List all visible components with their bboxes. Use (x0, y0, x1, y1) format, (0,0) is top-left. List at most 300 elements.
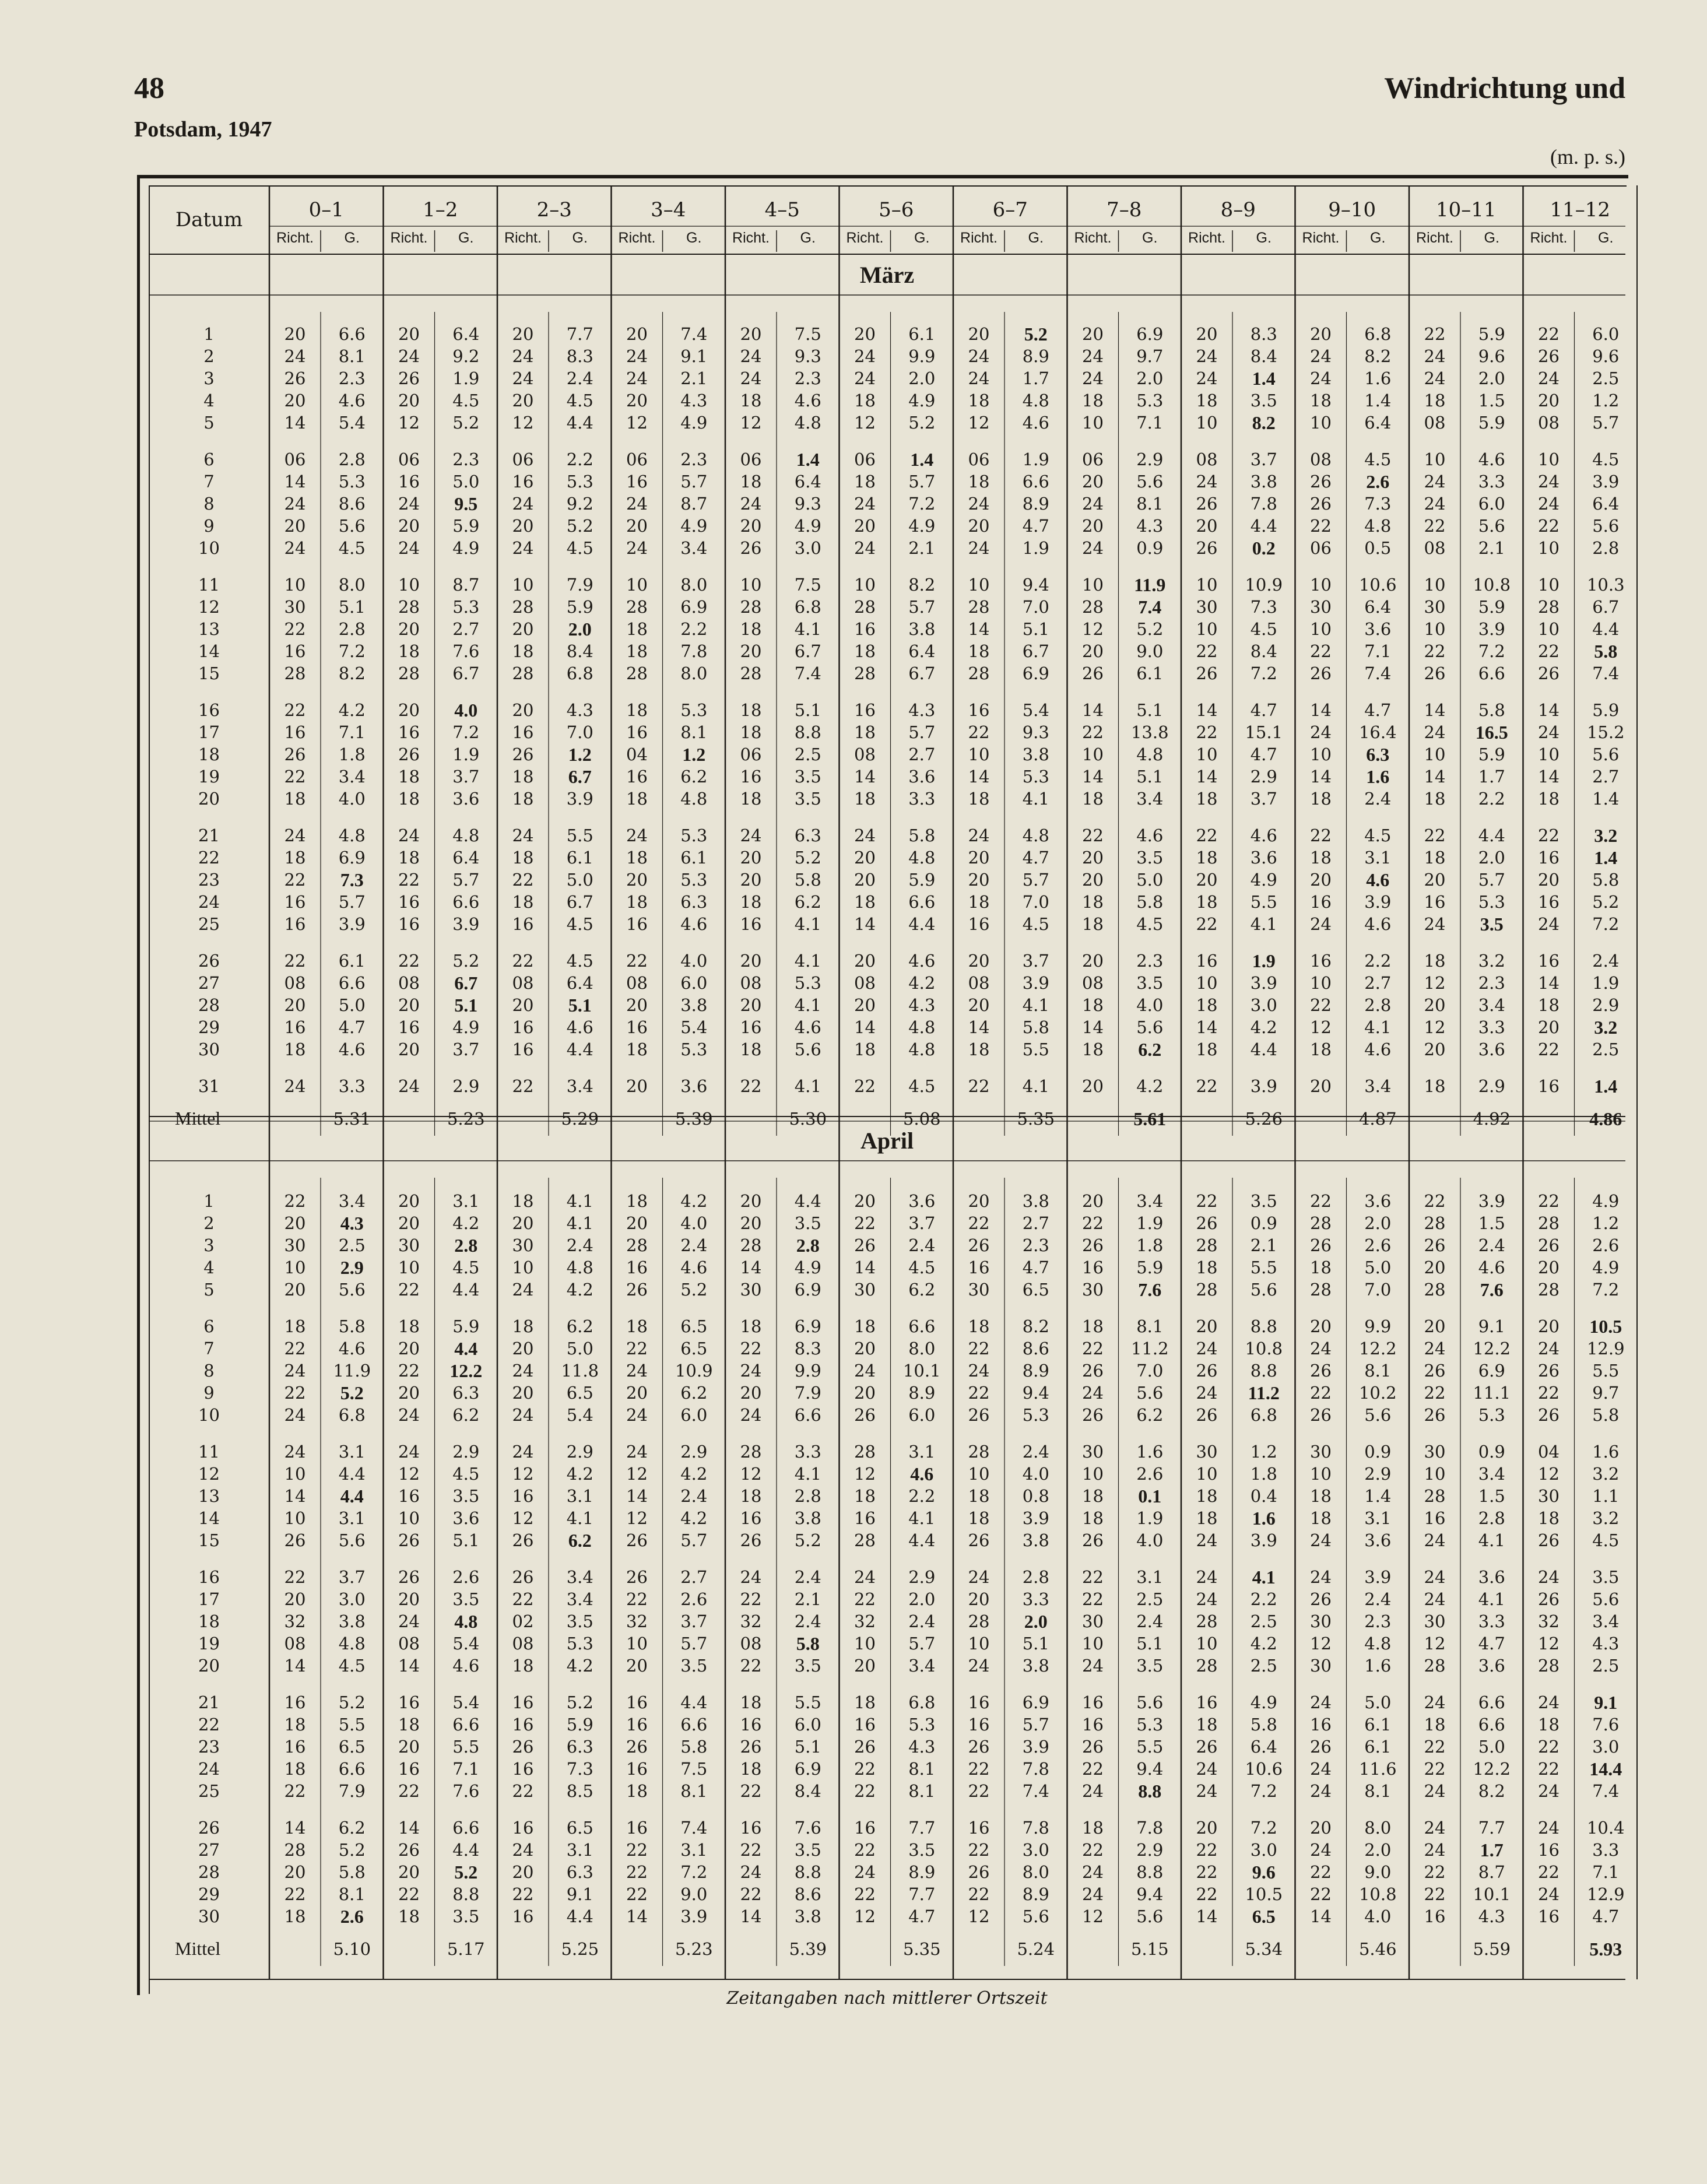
direction-value: 20 (1424, 1316, 1446, 1336)
day-number: 10 (198, 1405, 220, 1425)
direction-value: 24 (1310, 1530, 1332, 1550)
speed-value: 4.1 (1478, 1530, 1505, 1550)
day-number: 6 (203, 1316, 215, 1336)
speed-subheader: G. (1142, 229, 1158, 246)
direction-value: 18 (398, 1906, 420, 1926)
direction-value: 10 (1196, 745, 1218, 764)
speed-value: 4.4 (566, 1040, 593, 1059)
direction-value: 12 (854, 1906, 876, 1926)
speed-value: 2.4 (566, 368, 593, 388)
direction-value: 22 (854, 1076, 876, 1096)
speed-value: 6.2 (452, 1405, 480, 1425)
direction-value: 24 (1082, 494, 1104, 514)
direction-value: 22 (968, 1781, 990, 1801)
speed-value: 2.8 (1022, 1567, 1049, 1587)
direction-value: 18 (854, 1316, 876, 1336)
speed-value: 5.8 (1592, 1405, 1620, 1425)
direction-value: 30 (1082, 1611, 1104, 1631)
day-number: 21 (198, 1693, 220, 1712)
direction-value: 18 (968, 641, 990, 661)
direction-value: 20 (284, 1213, 306, 1233)
direction-value: 24 (284, 1405, 306, 1425)
direction-value: 14 (968, 619, 990, 639)
direction-value: 18 (1538, 1508, 1560, 1528)
speed-value: 9.9 (1364, 1316, 1392, 1336)
direction-value: 10 (968, 575, 990, 595)
direction-value: 24 (1424, 472, 1446, 491)
speed-value: 2.5 (338, 1235, 366, 1255)
speed-value: 10.8 (1473, 575, 1511, 595)
speed-value: 5.6 (1136, 472, 1164, 491)
direction-value: 10 (1196, 619, 1218, 639)
speed-value: 6.1 (1364, 1715, 1392, 1734)
direction-value: 24 (512, 346, 534, 366)
speed-value: 4.4 (566, 1906, 593, 1926)
speed-value: 5.7 (908, 722, 936, 742)
direction-value: 18 (284, 848, 306, 868)
day-number: 17 (198, 1589, 220, 1609)
direction-value: 16 (854, 700, 876, 720)
speed-value: 4.4 (1250, 1040, 1277, 1059)
speed-value: 6.1 (908, 324, 936, 344)
speed-value: 2.8 (794, 1486, 821, 1506)
speed-value: 4.5 (452, 1258, 480, 1277)
direction-value: 14 (398, 1818, 420, 1838)
direction-subheader: Richt. (1302, 229, 1340, 246)
speed-value: 3.4 (1136, 1191, 1164, 1211)
direction-value: 20 (1082, 870, 1104, 890)
direction-subheader: Richt. (390, 229, 428, 246)
speed-value: 2.7 (680, 1567, 708, 1587)
speed-value: 4.6 (680, 1258, 708, 1277)
day-number: 28 (198, 1862, 220, 1882)
direction-value: 08 (1196, 450, 1218, 469)
direction-value: 22 (284, 1383, 306, 1403)
direction-value: 16 (740, 767, 762, 786)
speed-value: 7.8 (1022, 1759, 1049, 1779)
speed-value: 7.6 (1480, 1279, 1504, 1300)
speed-value: 1.1 (1592, 1486, 1620, 1506)
direction-value: 20 (968, 1589, 990, 1609)
speed-value: 5.8 (1022, 1017, 1049, 1037)
speed-value: 6.2 (794, 892, 821, 912)
speed-value: 5.6 (1136, 1017, 1164, 1037)
speed-value: 8.9 (1022, 346, 1049, 366)
speed-value: 9.9 (908, 346, 936, 366)
speed-value: 2.0 (1024, 1611, 1048, 1632)
direction-value: 04 (1538, 1442, 1560, 1462)
direction-value: 24 (398, 538, 420, 558)
direction-value: 28 (284, 663, 306, 683)
direction-value: 24 (1310, 722, 1332, 742)
direction-value: 22 (626, 1339, 648, 1358)
speed-value: 6.0 (680, 973, 708, 993)
direction-value: 06 (1082, 450, 1104, 469)
speed-value: 5.1 (1022, 619, 1049, 639)
speed-value: 9.4 (1022, 575, 1049, 595)
direction-subheader: Richt. (960, 229, 997, 246)
speed-value: 2.9 (452, 1076, 480, 1096)
speed-subheader: G. (1484, 229, 1499, 246)
direction-value: 22 (1310, 641, 1332, 661)
direction-value: 30 (854, 1280, 876, 1300)
direction-value: 04 (626, 745, 648, 764)
direction-value: 28 (968, 1442, 990, 1462)
direction-value: 22 (1196, 722, 1218, 742)
direction-value: 18 (1310, 848, 1332, 868)
speed-value: 5.2 (338, 1840, 366, 1860)
speed-value: 10.2 (1358, 1383, 1397, 1403)
direction-value: 22 (854, 1213, 876, 1233)
direction-value: 16 (854, 1715, 876, 1734)
direction-value: 14 (1196, 1017, 1218, 1037)
speed-value: 4.4 (1592, 619, 1620, 639)
speed-value: 6.4 (908, 641, 936, 661)
speed-value: 2.9 (452, 1442, 480, 1462)
direction-value: 12 (1538, 1634, 1560, 1653)
speed-value: 8.0 (680, 575, 708, 595)
speed-value: 0.9 (1136, 538, 1164, 558)
direction-value: 22 (1196, 914, 1218, 934)
speed-value: 8.9 (1022, 1361, 1049, 1381)
direction-value: 18 (284, 1316, 306, 1336)
direction-value: 22 (1082, 1213, 1104, 1233)
speed-value: 5.6 (338, 1530, 366, 1550)
speed-value: 4.2 (680, 1464, 708, 1484)
direction-value: 22 (284, 1191, 306, 1211)
speed-value: 4.5 (1136, 914, 1164, 934)
direction-value: 18 (1424, 1715, 1446, 1734)
speed-value: 11.9 (1134, 574, 1166, 595)
speed-value: 6.6 (338, 973, 366, 993)
direction-value: 20 (398, 1339, 420, 1358)
speed-value: 2.7 (452, 619, 480, 639)
speed-value: 4.3 (680, 391, 708, 410)
speed-value: 2.4 (1364, 1589, 1392, 1609)
speed-value: 5.1 (794, 700, 821, 720)
direction-value: 22 (1538, 1862, 1560, 1882)
direction-value: 24 (1424, 722, 1446, 742)
speed-value: 7.6 (452, 641, 480, 661)
direction-value: 28 (1424, 1213, 1446, 1233)
direction-value: 18 (1082, 1316, 1104, 1336)
speed-value: 2.0 (1136, 368, 1164, 388)
speed-value: 6.0 (908, 1405, 936, 1425)
direction-value: 22 (1424, 516, 1446, 536)
speed-value: 4.2 (338, 700, 366, 720)
direction-value: 06 (626, 450, 648, 469)
day-number: 16 (198, 700, 220, 720)
mittel-value: 4.92 (1473, 1109, 1511, 1129)
speed-value: 4.0 (680, 1213, 708, 1233)
speed-value: 2.9 (340, 1257, 364, 1278)
speed-value: 0.9 (1364, 1442, 1392, 1462)
direction-value: 20 (626, 1213, 648, 1233)
direction-value: 22 (1082, 1840, 1104, 1860)
speed-value: 3.4 (338, 767, 366, 786)
speed-value: 3.1 (908, 1442, 936, 1462)
direction-value: 26 (512, 745, 534, 764)
direction-value: 18 (1196, 1486, 1218, 1506)
speed-value: 4.4 (908, 914, 936, 934)
speed-value: 4.2 (566, 1656, 593, 1676)
direction-value: 18 (740, 1040, 762, 1059)
direction-value: 24 (854, 1862, 876, 1882)
direction-value: 24 (626, 1361, 648, 1381)
speed-value: 4.7 (1478, 1634, 1505, 1653)
direction-value: 20 (968, 951, 990, 971)
direction-value: 18 (398, 767, 420, 786)
speed-value: 8.1 (1136, 1316, 1164, 1336)
direction-value: 22 (740, 1589, 762, 1609)
direction-value: 10 (398, 1508, 420, 1528)
direction-value: 24 (1196, 1383, 1218, 1403)
direction-value: 20 (398, 619, 420, 639)
speed-value: 4.9 (908, 391, 936, 410)
direction-value: 08 (398, 1634, 420, 1653)
speed-value: 4.8 (338, 1634, 366, 1653)
speed-value: 3.8 (680, 995, 708, 1015)
speed-value: 5.4 (680, 1017, 708, 1037)
speed-value: 4.4 (340, 1486, 364, 1507)
speed-value: 3.5 (794, 1840, 821, 1860)
direction-value: 28 (968, 663, 990, 683)
speed-value: 4.2 (566, 1464, 593, 1484)
speed-value: 4.9 (1250, 1693, 1277, 1712)
direction-value: 08 (740, 973, 762, 993)
direction-value: 24 (1538, 472, 1560, 491)
hour-column-header: 2–3 (536, 198, 572, 222)
speed-value: 4.8 (566, 1258, 593, 1277)
day-number: 15 (198, 1530, 220, 1550)
direction-value: 24 (854, 368, 876, 388)
speed-value: 2.6 (452, 1567, 480, 1587)
speed-value: 7.0 (566, 722, 593, 742)
direction-value: 24 (1196, 346, 1218, 366)
speed-value: 10.4 (1586, 1818, 1625, 1838)
direction-value: 24 (284, 1361, 306, 1381)
direction-value: 12 (512, 1508, 534, 1528)
speed-value: 0.4 (1250, 1486, 1277, 1506)
direction-value: 20 (854, 1191, 876, 1211)
direction-value: 28 (854, 1442, 876, 1462)
speed-value: 7.1 (1592, 1862, 1620, 1882)
direction-value: 24 (1424, 346, 1446, 366)
speed-value: 4.4 (452, 1840, 480, 1860)
direction-value: 24 (968, 1361, 990, 1381)
direction-value: 18 (968, 1508, 990, 1528)
direction-value: 16 (968, 1715, 990, 1734)
direction-value: 20 (1424, 1258, 1446, 1277)
direction-value: 18 (740, 391, 762, 410)
speed-value: 3.9 (1250, 1076, 1277, 1096)
speed-value: 5.6 (1136, 1693, 1164, 1712)
direction-value: 30 (398, 1235, 420, 1255)
direction-value: 20 (398, 1191, 420, 1211)
direction-value: 18 (968, 789, 990, 809)
speed-value: 3.1 (566, 1486, 593, 1506)
direction-value: 16 (398, 722, 420, 742)
direction-value: 16 (626, 1759, 648, 1779)
day-number: 23 (198, 870, 220, 890)
speed-value: 3.6 (452, 1508, 480, 1528)
direction-value: 10 (1424, 575, 1446, 595)
speed-value: 5.6 (1592, 745, 1620, 764)
speed-value: 3.4 (1136, 789, 1164, 809)
day-number: 27 (198, 1840, 220, 1860)
direction-subheader: Richt. (504, 229, 542, 246)
direction-value: 20 (512, 391, 534, 410)
direction-value: 16 (626, 1693, 648, 1712)
speed-value: 7.4 (1592, 663, 1620, 683)
speed-value: 11.9 (333, 1361, 371, 1381)
speed-value: 12.9 (1586, 1884, 1625, 1904)
speed-value: 4.0 (1136, 995, 1164, 1015)
speed-value: 5.6 (1250, 1280, 1277, 1300)
speed-value: 7.2 (1592, 914, 1620, 934)
direction-value: 22 (626, 1589, 648, 1609)
speed-value: 6.2 (568, 1530, 592, 1551)
speed-value: 3.5 (1480, 914, 1504, 935)
day-number: 29 (198, 1017, 220, 1037)
mittel-value: 5.39 (675, 1109, 713, 1129)
direction-value: 22 (1082, 826, 1104, 845)
direction-value: 18 (1424, 848, 1446, 868)
direction-value: 16 (512, 722, 534, 742)
section-title-maerz: März (859, 262, 915, 288)
speed-value: 5.3 (566, 472, 593, 491)
direction-value: 30 (284, 1235, 306, 1255)
speed-value: 5.0 (1478, 1737, 1505, 1757)
direction-value: 18 (1310, 1508, 1332, 1528)
direction-value: 28 (1424, 1280, 1446, 1300)
direction-value: 24 (1538, 722, 1560, 742)
speed-value: 5.2 (908, 413, 936, 433)
speed-value: 8.6 (1022, 1339, 1049, 1358)
direction-value: 18 (740, 472, 762, 491)
speed-value: 10.1 (1473, 1884, 1511, 1904)
speed-value: 2.3 (338, 368, 366, 388)
direction-value: 24 (512, 1361, 534, 1381)
speed-value: 5.3 (452, 597, 480, 617)
speed-value: 5.8 (680, 1737, 708, 1757)
speed-value: 5.6 (1592, 516, 1620, 536)
speed-value: 8.7 (1478, 1862, 1505, 1882)
speed-value: 7.2 (1250, 1781, 1277, 1801)
speed-value: 4.1 (794, 995, 821, 1015)
direction-value: 18 (1538, 1715, 1560, 1734)
speed-value: 16.5 (1475, 722, 1508, 743)
direction-value: 28 (1424, 1656, 1446, 1676)
direction-value: 20 (1196, 516, 1218, 536)
speed-value: 12.2 (1358, 1339, 1397, 1358)
direction-value: 24 (626, 494, 648, 514)
direction-value: 18 (1082, 391, 1104, 410)
speed-value: 3.8 (1022, 745, 1049, 764)
direction-value: 14 (740, 1258, 762, 1277)
direction-value: 16 (284, 722, 306, 742)
direction-value: 22 (1310, 1383, 1332, 1403)
speed-value: 9.6 (1478, 346, 1505, 366)
direction-value: 12 (854, 1464, 876, 1484)
speed-value: 3.7 (1022, 951, 1049, 971)
direction-value: 16 (284, 914, 306, 934)
direction-value: 16 (626, 1017, 648, 1037)
speed-value: 15.2 (1586, 722, 1625, 742)
direction-value: 26 (1196, 1405, 1218, 1425)
speed-value: 3.2 (1592, 1508, 1620, 1528)
speed-value: 7.6 (794, 1818, 821, 1838)
direction-value: 08 (1424, 413, 1446, 433)
speed-value: 3.7 (338, 1567, 366, 1587)
direction-value: 16 (1310, 892, 1332, 912)
direction-value: 28 (626, 597, 648, 617)
direction-value: 16 (1538, 1906, 1560, 1926)
speed-value: 6.0 (680, 1405, 708, 1425)
speed-value: 4.9 (794, 1258, 821, 1277)
speed-value: 5.6 (338, 516, 366, 536)
mittel-value: 5.23 (675, 1939, 713, 1959)
speed-value: 4.7 (1364, 700, 1392, 720)
direction-value: 14 (854, 1017, 876, 1037)
mittel-value: 5.08 (902, 1109, 941, 1129)
direction-value: 24 (284, 1076, 306, 1096)
day-number: 14 (198, 1508, 220, 1528)
direction-value: 16 (1082, 1693, 1104, 1712)
speed-value: 6.5 (1022, 1280, 1049, 1300)
speed-value: 10.5 (1589, 1316, 1622, 1337)
speed-subheader: G. (686, 229, 702, 246)
speed-value: 1.9 (1252, 950, 1276, 971)
speed-value: 5.2 (338, 1693, 366, 1712)
speed-value: 0.8 (1022, 1486, 1049, 1506)
speed-value: 2.9 (1136, 1840, 1164, 1860)
speed-value: 4.8 (1364, 1634, 1392, 1653)
direction-value: 24 (512, 494, 534, 514)
direction-value: 26 (398, 1840, 420, 1860)
direction-value: 20 (740, 848, 762, 868)
direction-value: 12 (740, 1464, 762, 1484)
speed-value: 4.6 (1136, 826, 1164, 845)
speed-value: 7.7 (908, 1818, 936, 1838)
speed-value: 2.7 (1364, 973, 1392, 993)
speed-value: 2.3 (680, 450, 708, 469)
direction-value: 20 (626, 391, 648, 410)
speed-value: 3.4 (566, 1567, 593, 1587)
direction-value: 14 (740, 1906, 762, 1926)
speed-value: 2.2 (680, 619, 708, 639)
speed-value: 3.9 (1022, 1508, 1049, 1528)
direction-value: 20 (398, 1589, 420, 1609)
mittel-value: 5.61 (1133, 1108, 1167, 1129)
speed-value: 2.1 (908, 538, 936, 558)
speed-value: 5.0 (566, 1339, 593, 1358)
speed-value: 5.9 (908, 870, 936, 890)
speed-value: 2.6 (340, 1906, 364, 1927)
direction-value: 18 (1424, 789, 1446, 809)
speed-value: 8.6 (338, 494, 366, 514)
direction-value: 22 (512, 1781, 534, 1801)
speed-value: 2.7 (1592, 767, 1620, 786)
speed-value: 4.9 (680, 516, 708, 536)
speed-value: 4.8 (452, 826, 480, 845)
direction-value: 28 (740, 1235, 762, 1255)
direction-value: 30 (1424, 1611, 1446, 1631)
direction-value: 24 (740, 826, 762, 845)
speed-value: 4.9 (452, 1017, 480, 1037)
speed-value: 10.5 (1245, 1884, 1283, 1904)
direction-value: 30 (1310, 1442, 1332, 1462)
